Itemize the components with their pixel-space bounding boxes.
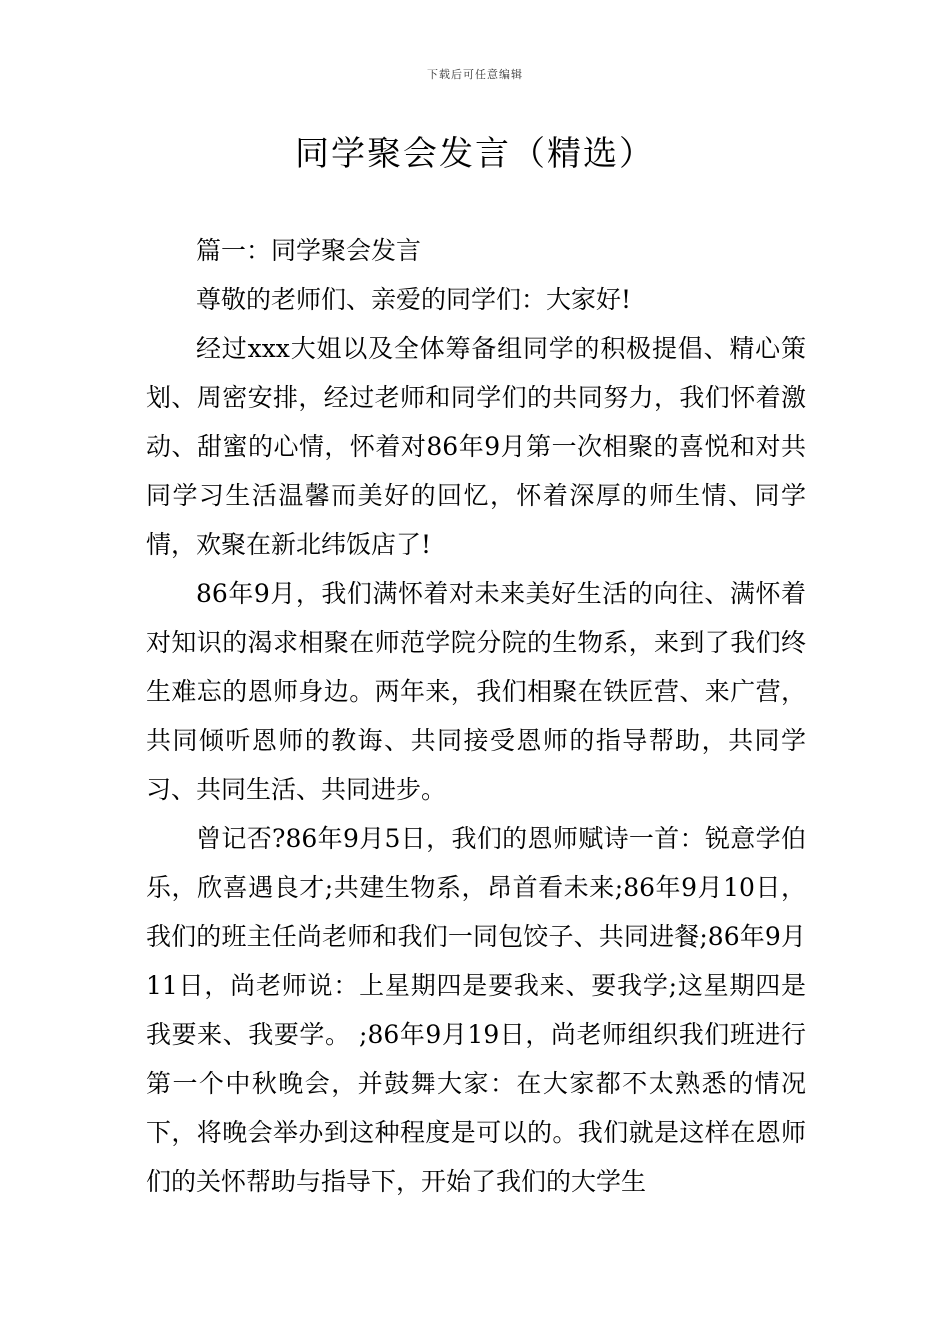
salutation-paragraph: 尊敬的老师们、亲爱的同学们：大家好! [196, 285, 632, 314]
section-heading: 篇一：同学聚会发言 [196, 236, 422, 265]
body-paragraph: 曾记否?86年9月5日，我们的恩师赋诗一首：锐意学伯乐，欣喜遇良才;共建生物系，昂首看未来;86年9月10日，我们的班主任尚老师和我们一同包饺子、共同进餐;86年9月11日，尚老师说：上星期四是要我来、要我学;这星期四是我要来、我要学。 ;86年9月19日，尚老师组织我们班进行第一个中秋晚会，并鼓舞大家：在大家都不太熟悉的情况下，将晚会举办到这种程度是可以的。我们就是这样在恩师们的关怀帮助与指导下，开始了我们的大学生 [146, 824, 806, 1196]
header-note: 下载后可任意编辑 [427, 68, 523, 81]
document-title: 同学聚会发言（精选） [295, 134, 655, 174]
document-body [146, 226, 806, 1206]
body-paragraph: 86年9月，我们满怀着对未来美好生活的向往、满怀着对知识的渴求相聚在师范学院分院的生物系，来到了我们终生难忘的恩师身边。两年来，我们相聚在铁匠营、来广营，共同倾听恩师的教诲、共同接受恩师的指导帮助，共同学习、共同生活、共同进步。 [146, 579, 806, 804]
body-paragraph: 经过xxx大姐以及全体筹备组同学的积极提倡、精心策划、周密安排，经过老师和同学们的共同努力，我们怀着激动、甜蜜的心情，怀着对86年9月第一次相聚的喜悦和对共同学习生活温馨而美好的回忆，怀着深厚的师生情、同学情，欢聚在新北纬饭店了! [146, 334, 806, 559]
